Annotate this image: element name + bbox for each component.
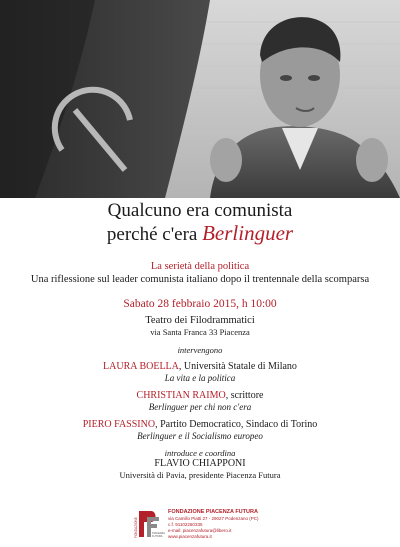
speaker-talk: La vita e la politica: [164, 373, 236, 383]
footer-org: FONDAZIONE PIACENZA FUTURA: [168, 509, 258, 515]
venue-name: Teatro dei Filodrammatici: [145, 315, 255, 326]
speaker: [0, 419, 400, 442]
speaker-name: PIERO FASSINO: [82, 419, 156, 430]
speaker-line: [0, 390, 400, 402]
speaker-role: , Università Statale di Milano: [178, 361, 297, 372]
footer-web[interactable]: www.piacenzafutura.it: [168, 534, 212, 539]
logo-inner-text: PIACENZA: [152, 532, 165, 535]
coordinator: [0, 448, 400, 481]
footer-email[interactable]: e-mail: piacenzafutura@libero.it: [168, 528, 232, 533]
coordinator-name: FLAVIO CHIAPPONI: [154, 458, 246, 469]
event-details: [0, 258, 400, 481]
speaker-role: , Partito Democratico, Sindaco di Torino: [155, 419, 318, 430]
footer-contact: [168, 509, 298, 540]
venue-address: via Santa Franca 33 Piacenza: [150, 327, 250, 337]
speaker-line: [0, 361, 400, 373]
speaker-role: , scrittore: [225, 390, 264, 401]
subtitle: Una riflessione sul leader comunista italiano dopo il trentennale della scomparsa: [30, 274, 370, 285]
speaker-talk: Berlinguer e il Socialismo europeo: [137, 431, 263, 441]
event-date: Sabato 28 febbraio 2015, h 10:00: [123, 298, 277, 310]
title-accent-name: Berlinguer: [202, 221, 294, 245]
poster-title: [0, 200, 400, 246]
header-photo: [0, 0, 400, 198]
speaker-talk: Berlinguer per chi non c'era: [148, 402, 252, 412]
speaker-name: LAURA BOELLA: [103, 361, 179, 372]
svg-text:FUTURA: FUTURA: [152, 535, 163, 538]
footer-address: via Camillo Piatti 27 - 29027 Podenzano (PC): [168, 516, 259, 521]
speaker-line: [0, 419, 400, 431]
foundation-logo: [133, 509, 163, 539]
speakers-intro: intervengono: [177, 345, 223, 355]
title-line-1: Qualcuno era comunista: [107, 200, 293, 221]
speaker: [0, 361, 400, 384]
speaker-name: CHRISTIAN RAIMO: [136, 390, 226, 401]
title-prefix: perché c'era: [106, 224, 198, 245]
logo-side-text: FONDAZIONE: [134, 517, 138, 538]
subtitle-red: La serietà della politica: [150, 261, 250, 272]
coordinator-role: Università di Pavia, presidente Piacenza Futura: [119, 470, 281, 480]
footer-cf: c.f. 91102260335: [168, 522, 203, 527]
coordinator-intro: introduce e coordina: [164, 448, 236, 458]
title-line-2: [0, 222, 400, 246]
speaker: [0, 390, 400, 413]
